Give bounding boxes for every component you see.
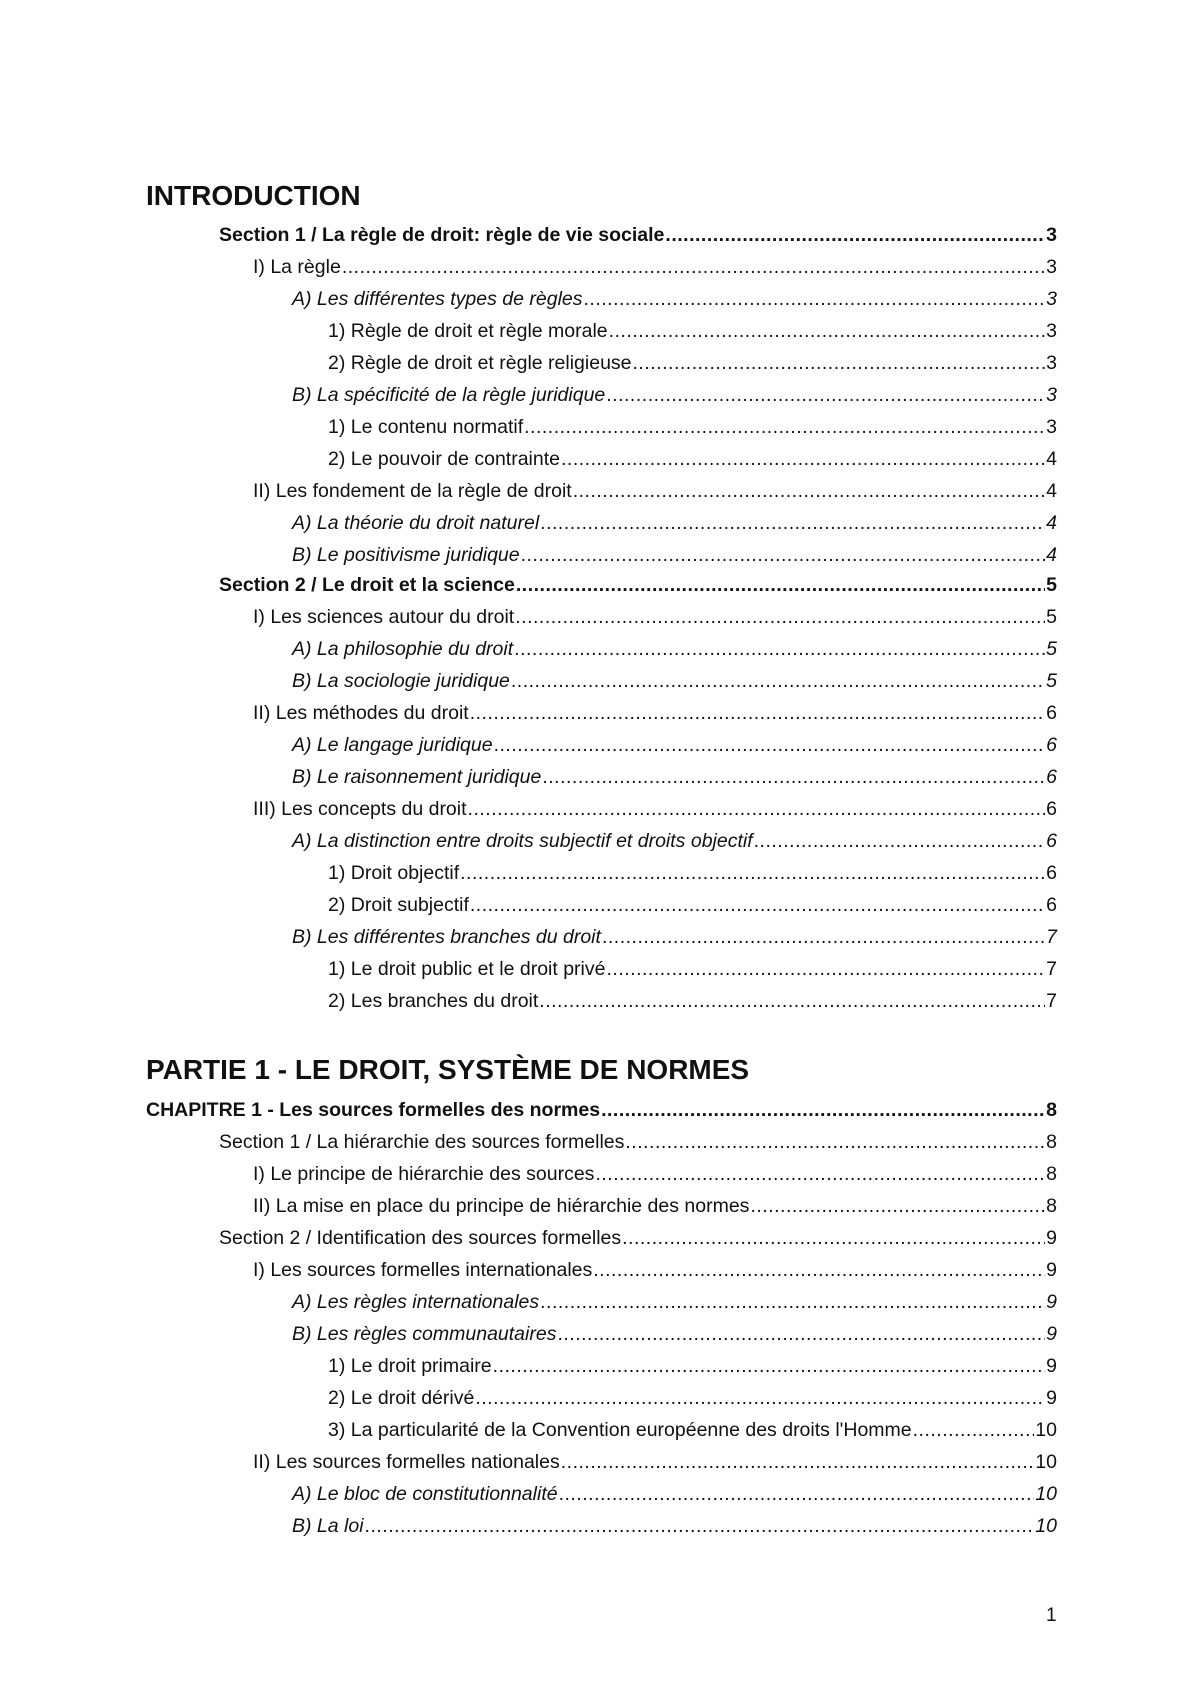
toc-entry[interactable]	[253, 1446, 1057, 1478]
toc-leader	[561, 443, 1045, 475]
toc-leader	[602, 921, 1045, 953]
toc-entry-text: B) Le positivisme juridique	[292, 544, 520, 566]
toc-entry[interactable]	[253, 1254, 1057, 1286]
toc-entry-page: 4	[1046, 544, 1057, 566]
toc-leader	[913, 1414, 1035, 1446]
toc-entry-page: 3	[1046, 352, 1057, 374]
toc-entry-page: 6	[1046, 702, 1057, 724]
toc-leader	[468, 793, 1046, 825]
toc-entry-text: CHAPITRE 1 - Les sources formelles des normes	[146, 1099, 601, 1121]
toc-leader	[493, 1350, 1045, 1382]
toc-entry-text: A) Le langage juridique	[292, 734, 493, 756]
toc-entry-page: 4	[1046, 480, 1057, 502]
heading-introduction: INTRODUCTION	[146, 180, 361, 211]
toc-entry-page: 3	[1046, 320, 1057, 342]
toc-entry[interactable]	[253, 251, 1057, 283]
toc-entry-page: 3	[1046, 224, 1057, 246]
toc-entry-text: I) Le principe de hiérarchie des sources	[253, 1163, 595, 1185]
toc-entry[interactable]	[292, 379, 1057, 411]
toc-entry-text: A) Les différentes types de règles	[292, 288, 583, 310]
toc-entry[interactable]	[219, 219, 1057, 251]
toc-leader	[470, 889, 1045, 921]
toc-entry-text: I) Les sources formelles internationales	[253, 1259, 593, 1281]
toc-entry-page: 9	[1046, 1323, 1057, 1345]
toc-entry-text: A) La théorie du droit naturel	[292, 512, 540, 534]
toc-entry-page: 3	[1046, 288, 1057, 310]
toc-entry-page: 6	[1046, 798, 1057, 820]
toc-entry-text: A) La philosophie du droit	[292, 638, 514, 660]
toc-entry[interactable]	[219, 569, 1057, 601]
toc-entry-text: 2) Les branches du droit	[328, 990, 539, 1012]
toc-entry[interactable]	[292, 1318, 1057, 1350]
toc-leader	[609, 315, 1045, 347]
toc-leader	[542, 761, 1045, 793]
toc-leader	[750, 1190, 1045, 1222]
toc-entry-page: 6	[1046, 734, 1057, 756]
toc-entry-page: 10	[1035, 1419, 1057, 1441]
toc-entry-text: 2) Règle de droit et règle religieuse	[328, 352, 632, 374]
toc-leader	[601, 1094, 1045, 1126]
toc-entry-text: B) Les différentes branches du droit	[292, 926, 601, 948]
toc-entry-page: 7	[1046, 958, 1057, 980]
toc-entry-page: 6	[1046, 894, 1057, 916]
toc-leader	[540, 1286, 1045, 1318]
toc-entry[interactable]	[328, 315, 1057, 347]
toc-entry[interactable]	[292, 283, 1057, 315]
toc-leader	[540, 507, 1045, 539]
toc-entry[interactable]	[328, 953, 1057, 985]
toc-entry[interactable]	[253, 601, 1057, 633]
toc-entry-page: 10	[1035, 1515, 1057, 1537]
page-number: 1	[1046, 1605, 1057, 1626]
heading-partie-1: PARTIE 1 - LE DROIT, SYSTÈME DE NORMES	[146, 1054, 750, 1085]
toc-entry-page: 8	[1046, 1195, 1057, 1217]
toc-entry-text: II) Les sources formelles nationales	[253, 1451, 560, 1473]
toc-leader	[573, 475, 1045, 507]
toc-entry[interactable]	[328, 443, 1057, 475]
toc-entry-text: 1) Règle de droit et règle morale	[328, 320, 608, 342]
toc-entry-text: B) La loi	[292, 1515, 364, 1537]
toc-leader	[511, 665, 1045, 697]
toc-entry[interactable]	[253, 793, 1057, 825]
toc-entry-text: 3) La particularité de la Convention européenne des droits l'Homme	[328, 1419, 912, 1441]
toc-entry[interactable]	[292, 665, 1057, 697]
toc-entry[interactable]	[328, 985, 1057, 1017]
toc-leader	[622, 1222, 1045, 1254]
toc-entry[interactable]	[328, 411, 1057, 443]
toc-entry-page: 6	[1046, 862, 1057, 884]
toc-entry[interactable]	[253, 475, 1057, 507]
toc-entry-page: 8	[1046, 1131, 1057, 1153]
toc-entry[interactable]	[292, 507, 1057, 539]
toc-entry-text: II) La mise en place du principe de hiérarchie des normes	[253, 1195, 750, 1217]
toc-leader	[625, 1126, 1045, 1158]
toc-entry[interactable]	[328, 1382, 1057, 1414]
toc-leader	[470, 697, 1045, 729]
toc-entry-page: 9	[1046, 1387, 1057, 1409]
toc-entry-text: 1) Le droit public et le droit privé	[328, 958, 606, 980]
toc-entry-page: 3	[1046, 416, 1057, 438]
toc-entry-page: 9	[1046, 1227, 1057, 1249]
toc-entry[interactable]	[219, 1126, 1057, 1158]
toc-leader	[633, 347, 1046, 379]
toc-entry[interactable]	[292, 761, 1057, 793]
toc-entry-text: Section 1 / La hiérarchie des sources formelles	[219, 1131, 625, 1153]
toc-entry-page: 4	[1046, 448, 1057, 470]
toc-entry-page: 8	[1046, 1099, 1057, 1121]
toc-leader	[561, 1446, 1035, 1478]
toc-entry[interactable]	[253, 1190, 1057, 1222]
toc-entry-text: 2) Le droit dérivé	[328, 1387, 475, 1409]
toc-entry-page: 8	[1046, 1163, 1057, 1185]
toc-entry-text: II) Les méthodes du droit	[253, 702, 469, 724]
toc-entry[interactable]	[146, 1094, 1057, 1126]
toc-entry-text: A) Le bloc de constitutionnalité	[292, 1483, 558, 1505]
toc-leader	[665, 219, 1045, 251]
toc-entry-page: 3	[1046, 384, 1057, 406]
toc-entry[interactable]	[292, 825, 1057, 857]
toc-entry-page: 3	[1046, 256, 1057, 278]
toc-leader	[606, 953, 1045, 985]
toc-leader	[514, 633, 1045, 665]
toc-entry-page: 9	[1046, 1259, 1057, 1281]
toc-entry-text: B) La spécificité de la règle juridique	[292, 384, 606, 406]
toc-leader	[342, 251, 1045, 283]
toc-entry[interactable]	[292, 729, 1057, 761]
toc-entry-text: Section 1 / La règle de droit: règle de vie sociale	[219, 224, 665, 246]
toc-entry-page: 6	[1046, 766, 1057, 788]
toc-entry-text: Section 2 / Le droit et la science	[219, 574, 515, 596]
toc-leader	[460, 857, 1045, 889]
toc-entry-page: 10	[1035, 1451, 1057, 1473]
toc-entry-text: 1) Le droit primaire	[328, 1355, 492, 1377]
toc-entry-text: 1) Droit objectif	[328, 862, 460, 884]
toc-leader	[521, 539, 1046, 571]
toc-entry-page: 7	[1046, 926, 1057, 948]
toc-entry-text: II) Les fondement de la règle de droit	[253, 480, 572, 502]
toc-entry-page: 5	[1046, 670, 1057, 692]
toc-entry[interactable]	[292, 1286, 1057, 1318]
toc-entry-page: 6	[1046, 830, 1057, 852]
toc-entry[interactable]	[292, 1478, 1057, 1510]
toc-entry-page: 7	[1046, 990, 1057, 1012]
toc-leader	[516, 569, 1045, 601]
toc-entry-page: 5	[1046, 574, 1057, 596]
toc-entry[interactable]	[328, 1350, 1057, 1382]
toc-entry-text: B) La sociologie juridique	[292, 670, 510, 692]
toc-leader	[494, 729, 1046, 761]
toc-entry[interactable]	[253, 1158, 1057, 1190]
toc-entry-page: 9	[1046, 1291, 1057, 1313]
toc-leader	[475, 1382, 1045, 1414]
toc-leader	[593, 1254, 1045, 1286]
toc-entry-page: 9	[1046, 1355, 1057, 1377]
toc-entry-text: A) La distinction entre droits subjectif et droits objectif	[292, 830, 753, 852]
toc-entry-page: 5	[1046, 606, 1057, 628]
toc-entry[interactable]	[253, 697, 1057, 729]
toc-leader	[524, 411, 1045, 443]
toc-entry-text: 2) Droit subjectif	[328, 894, 469, 916]
toc-leader	[559, 1478, 1035, 1510]
toc-leader	[606, 379, 1045, 411]
toc-entry-text: I) Les sciences autour du droit	[253, 606, 515, 628]
toc-entry[interactable]	[328, 889, 1057, 921]
toc-entry[interactable]	[292, 633, 1057, 665]
toc-leader	[584, 283, 1046, 315]
toc-entry-text: I) La règle	[253, 256, 341, 278]
toc-entry-text: 2) Le pouvoir de contrainte	[328, 448, 560, 470]
toc-entry[interactable]	[292, 539, 1057, 571]
toc-leader	[595, 1158, 1045, 1190]
toc-entry-text: Section 2 / Identification des sources formelles	[219, 1227, 622, 1249]
toc-leader	[754, 825, 1046, 857]
toc-leader	[539, 985, 1045, 1017]
toc-leader	[515, 601, 1045, 633]
toc-entry-page: 4	[1046, 512, 1057, 534]
toc-entry-page: 5	[1046, 638, 1057, 660]
toc-entry[interactable]	[292, 1510, 1057, 1542]
toc-entry-text: 1) Le contenu normatif	[328, 416, 524, 438]
toc-entry[interactable]	[328, 347, 1057, 379]
toc-leader	[365, 1510, 1035, 1542]
toc-leader	[557, 1318, 1045, 1350]
toc-entry-text: III) Les concepts du droit	[253, 798, 467, 820]
toc-entry-text: A) Les règles internationales	[292, 1291, 540, 1313]
toc-entry[interactable]	[292, 921, 1057, 953]
toc-entry[interactable]	[328, 1414, 1057, 1446]
toc-entry[interactable]	[328, 857, 1057, 889]
toc-entry-page: 10	[1035, 1483, 1057, 1505]
toc-entry[interactable]	[219, 1222, 1057, 1254]
toc-entry-text: B) Le raisonnement juridique	[292, 766, 542, 788]
toc-entry-text: B) Les règles communautaires	[292, 1323, 557, 1345]
